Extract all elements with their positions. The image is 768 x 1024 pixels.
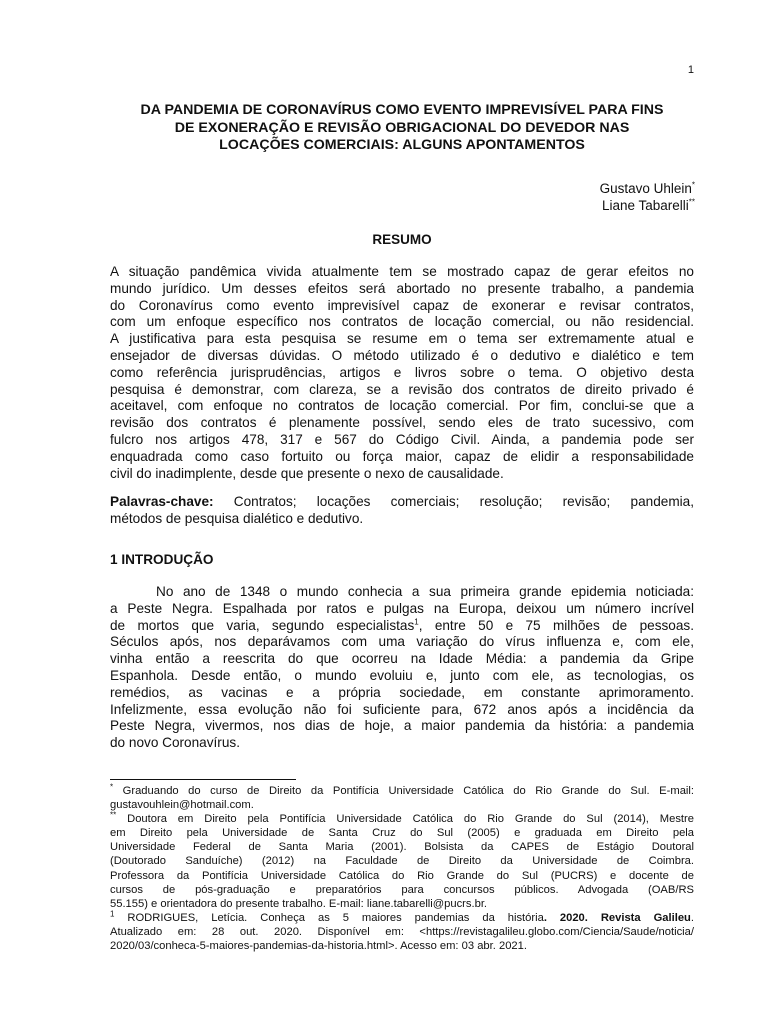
keywords-paragraph bbox=[110, 494, 694, 528]
keywords-text-1: Contratos; locações comerciais; resolução; revisão; pandemia, bbox=[213, 494, 694, 509]
resumo-heading: RESUMO bbox=[372, 232, 432, 247]
keywords-line-2: métodos de pesquisa dialético e dedutivo. bbox=[110, 510, 364, 526]
intro-text-before-ref: de mortos que varia, segundo especialistas bbox=[110, 617, 415, 633]
abstract-paragraph bbox=[110, 264, 694, 482]
footnote-reference-1 bbox=[110, 911, 694, 953]
intro-paragraph bbox=[110, 584, 694, 752]
intro-line: Infelizmente, essa evolução não foi suficiente para, 672 anos após a incidência da bbox=[110, 701, 694, 717]
abstract-line: aceitavel, com enfoque no contratos de locação comercial. Por fim, conclui-se que a bbox=[110, 398, 694, 414]
intro-text-after-ref: , entre 50 e 75 milhões de pessoas. bbox=[418, 617, 694, 633]
footnote-line: (Doutorado Sanduíche) (2012) na Faculdade de Direito da Universidade de Coimbra. bbox=[110, 855, 694, 868]
intro-line: Séculos após, nos deparávamos com uma variação do vírus influenza e, com ele, bbox=[110, 634, 694, 650]
abstract-line: A situação pandêmica vivida atualmente tem se mostrado capaz de gerar efeitos no bbox=[110, 264, 694, 279]
abstract-line: do Coronavírus como evento imprevisível capaz de exonerar e revisar contratos, bbox=[110, 297, 694, 313]
footnote-line: Universidade Federal de Santa Maria (2001). Bolsista da CAPES de Estágio Doutoral bbox=[110, 841, 694, 854]
footnote-marker: * bbox=[110, 782, 114, 792]
footnote-line bbox=[110, 812, 694, 826]
footnotes bbox=[110, 784, 694, 953]
section-heading-introducao: 1 INTRODUÇÃO bbox=[110, 552, 214, 567]
keywords-line-1 bbox=[110, 494, 694, 511]
footnote-line bbox=[110, 784, 694, 798]
footnote-text: Graduando do curso de Direito da Pontifícia Universidade Católica do Rio Grande do Sul. E-mail: bbox=[113, 785, 694, 797]
intro-line: Peste Negra, vivermos, nos dias de hoje, a maior pandemia da história: a pandemia bbox=[110, 718, 694, 734]
intro-line: No ano de 1348 o mundo conhecia a sua primeira grande epidemia noticiada: bbox=[156, 584, 694, 599]
page-number: 1 bbox=[687, 64, 694, 76]
keywords-label: Palavras-chave: bbox=[110, 494, 214, 509]
intro-line: Espanhola. Desde então, o mundo evoluiu e, junto com ele, as tecnologias, os bbox=[110, 667, 694, 683]
abstract-line: como referência jurisprudências, artigos e livros sobre o tema. O objetivo desta bbox=[110, 364, 694, 380]
abstract-line: mundo jurídico. Um desses efeitos será abortado no presente trabalho, a pandemia bbox=[110, 280, 694, 296]
footnote-text: . bbox=[690, 911, 694, 924]
author-2 bbox=[600, 197, 695, 214]
title-line-2: DE EXONERAÇÃO E REVISÃO OBRIGACIONAL DO DEVEDOR NAS bbox=[174, 119, 630, 136]
author-1 bbox=[600, 180, 695, 197]
author-1-name: Gustavo Uhlein bbox=[599, 181, 692, 196]
footnote-marker: 1 bbox=[110, 909, 115, 919]
intro-line: do novo Coronavírus. bbox=[110, 735, 240, 751]
footnote-author-2 bbox=[110, 812, 694, 911]
paper-title bbox=[110, 102, 694, 155]
abstract-line: civil do inadimplente, desde que presente o nexo de causalidade. bbox=[110, 465, 504, 481]
footnote-line: 2020/03/conheca-5-maiores-pandemias-da-historia.html>. Acesso em: 03 abr. 2021. bbox=[110, 940, 527, 953]
abstract-line: A justificativa para esta pesquisa se resume em o tema ser extremamente atual e bbox=[110, 331, 694, 347]
abstract-line: fulcro nos artigos 478, 317 e 567 do Código Civil. Ainda, a pandemia pode ser bbox=[110, 431, 694, 447]
abstract-line: revisão dos contratos é plenamente possível, sendo eles de trato sucessivo, com bbox=[110, 415, 694, 431]
footnote-author-1 bbox=[110, 784, 694, 812]
abstract-line: enquadrada como caso fortuito ou força maior, capaz de elidir a responsabilidade bbox=[110, 448, 694, 464]
footnote-line bbox=[110, 911, 694, 925]
footnote-separator bbox=[110, 779, 296, 780]
footnote-line: em Direito pela Universidade de Santa Cruz do Sul (2005) e graduada em Direito pela bbox=[110, 827, 694, 840]
author-2-marker: ** bbox=[688, 197, 695, 207]
abstract-line: com um enfoque específico nos contratos de locação comercial, ou não residencial. bbox=[110, 314, 694, 330]
abstract-line: ensejador de diversas dúvidas. O método utilizado é o dedutivo e dialético e tem bbox=[110, 347, 694, 363]
footnote-ref-1: 1 bbox=[414, 617, 419, 627]
intro-line bbox=[110, 618, 694, 635]
author-2-name: Liane Tabarelli bbox=[601, 198, 689, 213]
abstract-line: pesquisa é demonstrar, com clareza, se a revisão dos contratos de direito privado é bbox=[110, 381, 694, 397]
footnote-line: Atualizado em: 28 out. 2020. Disponível em: <https://revistagalileu.globo.com/Ciencia/Saude/noticia/ bbox=[110, 925, 694, 938]
footnote-line: Professora da Pontifícia Universidade Católica do Rio Grande do Sul (PUCRS) e docente de bbox=[110, 869, 694, 882]
footnote-line: cursos de pós-graduação e preparatórios para concursos públicos. Advogada (OAB/RS bbox=[110, 883, 694, 896]
title-line-3: LOCAÇÕES COMERCIAIS: ALGUNS APONTAMENTOS bbox=[219, 137, 585, 153]
footnote-line: 55.155) e orientadora do presente trabalho. E-mail: liane.tabarelli@pucrs.br. bbox=[110, 897, 488, 910]
footnote-text: Doutora em Direito pela Pontifícia Universidade Católica do Rio Grande do Sul (2014), Mestre bbox=[116, 813, 694, 826]
authors-block bbox=[600, 180, 695, 214]
footnote-text-bold: . 2020. bbox=[543, 911, 601, 924]
intro-line: a Peste Negra. Espalhada por ratos e pulgas na Europa, deixou um número incrível bbox=[110, 600, 694, 616]
footnote-text: RODRIGUES, Letícia. Conheça as 5 maiores pandemias da história bbox=[114, 911, 544, 924]
author-1-marker: * bbox=[691, 180, 695, 190]
intro-line: vinha então a reescrita do que ocorreu na Idade Média: a pandemia da Gripe bbox=[110, 651, 694, 667]
footnote-line: gustavouhlein@hotmail.com. bbox=[110, 799, 254, 812]
intro-line: remédios, as vacinas e a própria sociedade, em constante aprimoramento. bbox=[110, 684, 694, 700]
journal-name: Revista Galileu bbox=[600, 911, 691, 924]
title-line-1: DA PANDEMIA DE CORONAVÍRUS COMO EVENTO IMPREVISÍVEL PARA FINS bbox=[140, 102, 664, 118]
footnote-marker: ** bbox=[110, 810, 117, 820]
